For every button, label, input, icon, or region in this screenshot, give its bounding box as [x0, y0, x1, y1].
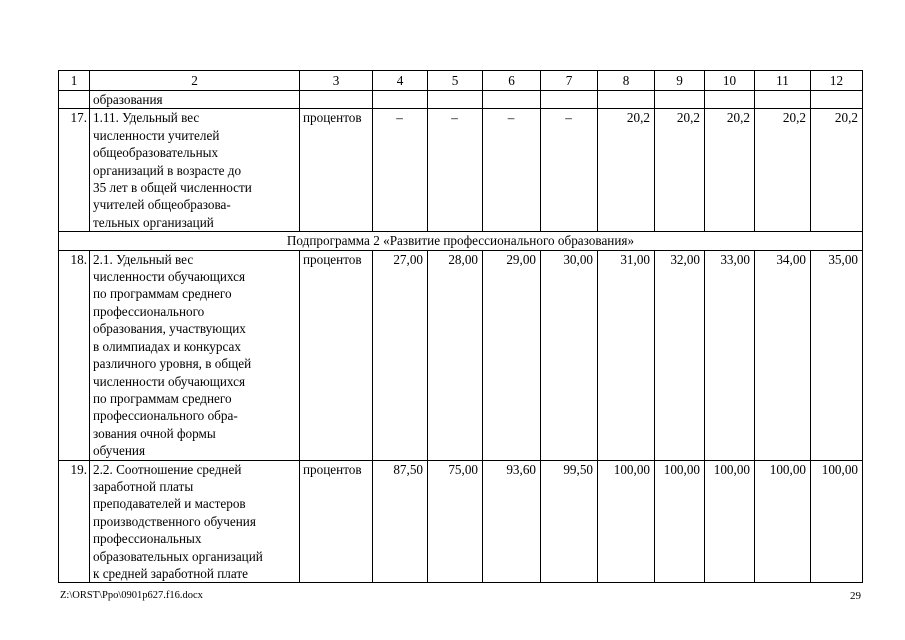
table-row: [59, 460, 863, 583]
indicator-name-line: различного уровня, в общей: [93, 356, 252, 372]
table-row: [59, 109, 863, 232]
indicator-name-continuation: образования: [90, 91, 300, 109]
value-cell: 100,00: [598, 460, 655, 583]
column-header: 10: [705, 71, 755, 91]
value-cell: 100,00: [811, 460, 863, 583]
column-header: 9: [655, 71, 705, 91]
value-cell: 27,00: [373, 250, 428, 460]
indicator-name: [90, 109, 300, 232]
column-header: 3: [300, 71, 373, 91]
value-cell: –: [428, 109, 483, 232]
indicator-name-line: обучения: [93, 443, 146, 459]
value-cell: 20,2: [705, 109, 755, 232]
indicator-name-line: к средней заработной плате: [93, 565, 248, 581]
column-header: 7: [541, 71, 598, 91]
indicator-name-line: 1.11. Удельный вес: [93, 110, 200, 126]
value-cell: –: [483, 109, 541, 232]
value-cell: [755, 91, 811, 109]
value-cell: 30,00: [541, 250, 598, 460]
indicator-name-line: заработной платы: [93, 478, 194, 494]
indicator-table: [58, 70, 863, 583]
value-cell: [428, 91, 483, 109]
value-cell: 75,00: [428, 460, 483, 583]
value-cell: 29,00: [483, 250, 541, 460]
indicator-name-line: по программам среднего: [93, 286, 232, 302]
value-cell: [705, 91, 755, 109]
indicator-name: [90, 250, 300, 460]
indicator-name-line: тельных организаций: [93, 214, 214, 230]
row-number: 18.: [59, 250, 90, 460]
value-cell: [541, 91, 598, 109]
indicator-name-line: численности учителей: [93, 127, 220, 143]
value-cell: 93,60: [483, 460, 541, 583]
indicator-name-line: зования очной формы: [93, 425, 216, 441]
value-cell: [655, 91, 705, 109]
column-header: 5: [428, 71, 483, 91]
indicator-name-line: образования, участвующих: [93, 321, 246, 337]
section-title: Подпрограмма 2 «Развитие профессионального образования»: [59, 232, 863, 250]
row-number: 17.: [59, 109, 90, 232]
value-cell: 20,2: [655, 109, 705, 232]
value-cell: 100,00: [755, 460, 811, 583]
unit-cell: [300, 91, 373, 109]
column-header: 1: [59, 71, 90, 91]
indicator-name-line: численности обучающихся: [93, 269, 246, 285]
indicator-name: [90, 460, 300, 583]
unit-cell: процентов: [300, 250, 373, 460]
indicator-name-line: образовательных организаций: [93, 548, 263, 564]
value-cell: 20,2: [598, 109, 655, 232]
indicator-name-line: учителей общеобразова-: [93, 197, 231, 213]
column-header: 4: [373, 71, 428, 91]
value-cell: 100,00: [705, 460, 755, 583]
column-header: 6: [483, 71, 541, 91]
row-number-cell: [59, 91, 90, 109]
indicator-name-line: профессионального обра-: [93, 408, 238, 424]
indicator-name-line: 2.2. Соотношение средней: [93, 461, 242, 477]
value-cell: 20,2: [811, 109, 863, 232]
value-cell: [373, 91, 428, 109]
column-header: 11: [755, 71, 811, 91]
continuation-row: [59, 91, 863, 109]
table-row: [59, 250, 863, 460]
value-cell: –: [541, 109, 598, 232]
value-cell: –: [373, 109, 428, 232]
column-header: 12: [811, 71, 863, 91]
value-cell: 33,00: [705, 250, 755, 460]
indicator-name-line: общеобразовательных: [93, 145, 219, 161]
indicator-name-line: 35 лет в общей численности: [93, 180, 252, 196]
footer-file-path: Z:\ORST\Ppo\0901p627.f16.docx: [60, 590, 203, 601]
indicator-name-line: организаций в возрасте до: [93, 162, 242, 178]
section-row: [59, 232, 863, 250]
value-cell: 32,00: [655, 250, 705, 460]
page-number: 29: [850, 590, 861, 602]
indicator-name-line: 2.1. Удельный вес: [93, 251, 194, 267]
value-cell: 100,00: [655, 460, 705, 583]
indicator-name-line: по программам среднего: [93, 390, 232, 406]
unit-cell: процентов: [300, 460, 373, 583]
indicator-name-line: профессионального: [93, 303, 205, 319]
row-number: 19.: [59, 460, 90, 583]
column-header: 2: [90, 71, 300, 91]
indicator-name-line: численности обучающихся: [93, 373, 246, 389]
value-cell: [598, 91, 655, 109]
value-cell: 20,2: [755, 109, 811, 232]
value-cell: 99,50: [541, 460, 598, 583]
indicator-name-line: производственного обучения: [93, 513, 256, 529]
value-cell: 28,00: [428, 250, 483, 460]
indicator-name-line: в олимпиадах и конкурсах: [93, 338, 241, 354]
column-header: 8: [598, 71, 655, 91]
indicator-name-line: профессиональных: [93, 531, 202, 547]
column-number-header-row: [59, 71, 863, 91]
indicator-name-line: преподавателей и мастеров: [93, 496, 246, 512]
value-cell: 34,00: [755, 250, 811, 460]
value-cell: [483, 91, 541, 109]
unit-cell: процентов: [300, 109, 373, 232]
value-cell: 35,00: [811, 250, 863, 460]
value-cell: 31,00: [598, 250, 655, 460]
value-cell: [811, 91, 863, 109]
value-cell: 87,50: [373, 460, 428, 583]
